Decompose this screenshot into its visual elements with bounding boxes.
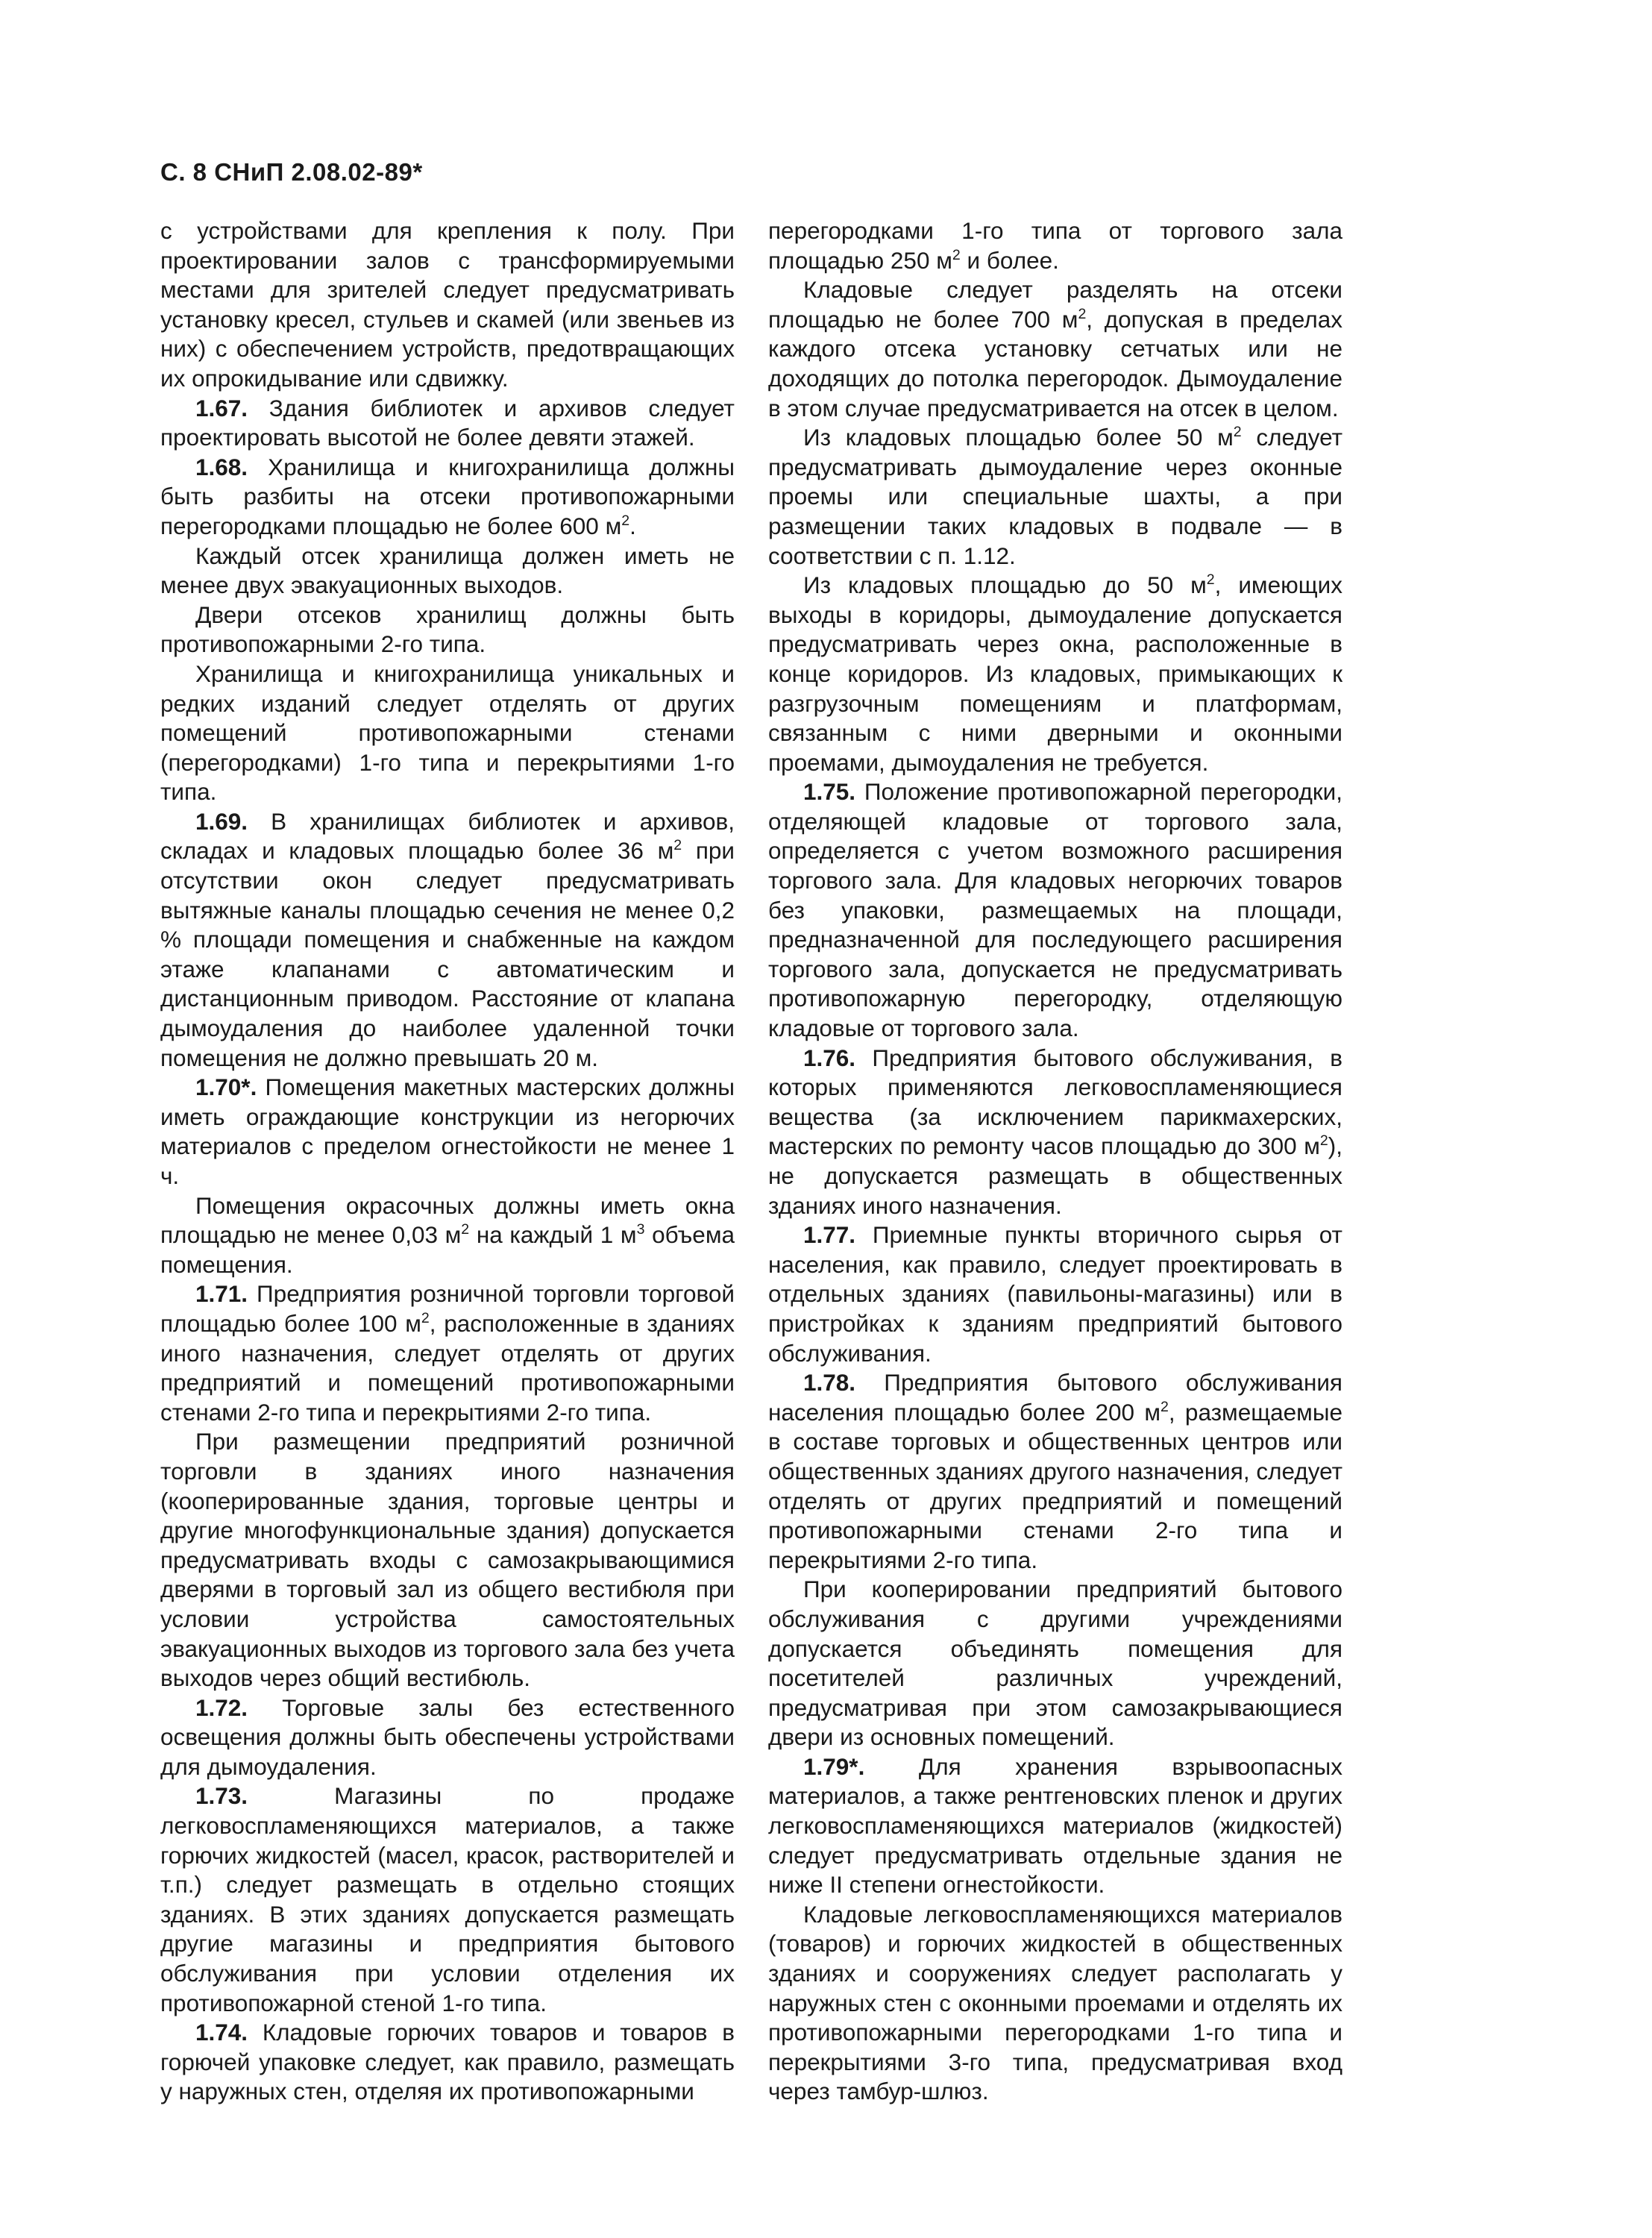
paragraph: 1.73. Магазины по продаже легковоспламеняющихся материалов, а также горючих жидкостей (масел, красок, растворителей и т.п.) следует размещать в отдельно стоящих зданиях. В этих зданиях допускается размещать другие магазины и предприятия бытового обслуживания при условии отделения их противопожарной стеной 1-го типа. (160, 1782, 735, 2016)
paragraph: 1.77. Приемные пункты вторичного сырья от населения, как правило, следует проектировать в отдельных зданиях (павильоны-магазины) или в пристройках к зданиям предприятий бытового обслуживания. (768, 1221, 1342, 1367)
paragraph: 1.76. Предприятия бытового обслуживания, в которых применяются легковоспламеняющиеся вещества (за исключением парикмахерских, мастерских по ремонту часов площадью до 300 $м^2$), не допускается размещать в общественных зданиях иного назначения. (768, 1044, 1342, 1219)
paragraph: с устройствами для крепления к полу. При проектировании залов с трансформируемыми местами для зрителей следует предусматривать установку кресел, стульев и скамей (или звеньев из них) с обеспечением устройств, предотвращающих их опрокидывание или сдвижку. (160, 217, 735, 392)
paragraph: 1.74. Кладовые горючих товаров и товаров в горючей упаковке следует, как правило, размещать у наружных стен, отделяя их противопожарными (160, 2019, 735, 2105)
paragraph: Хранилища и книгохранилища уникальных и редких изданий следует отделять от других помещений противопожарными стенами (перегородками) 1-го типа и перекрытиями 1-го типа. (160, 659, 735, 806)
paragraph: 1.71. Предприятия розничной торговли торговой площадью более 100 $м^2$, расположенные в зданиях иного назначения, следует отделять от других предприятий и помещений противопожарными стенами 2-го типа и перекрытиями 2-го типа. (160, 1280, 735, 1426)
paragraph: перегородками 1-го типа от торгового зала площадью 250 $м^2$ и более. (768, 217, 1342, 274)
paragraph: Из кладовых площадью более 50 $м^2$ следует предусматривать дымоудаление через оконные проемы или специальные шахты, а при размещении таких кладовых в подвале — в соответствии с п. 1.12. (768, 424, 1342, 569)
paragraph: 1.69. В хранилищах библиотек и архивов, складах и кладовых площадью более 36 $м^2$ при отсутствии окон следует предусматривать вытяжные каналы площадью сечения не менее 0,2 % площади помещения и снабженные на каждом этаже клапанами с автоматическим и дистанционным приводом. Расстояние от клапана дымоудаления до наиболее удаленной точки помещения не должно превышать 20 м. (160, 807, 735, 1071)
page-header: С. 8 СНиП 2.08.02-89* (160, 158, 423, 186)
paragraph: Помещения окрасочных должны иметь окна площадью не менее 0,03 $м^2$ на каждый 1 $м^3$ объема помещения. (160, 1191, 735, 1278)
paragraph: При кооперировании предприятий бытового обслуживания с другими учреждениями допускается объединять помещения для посетителей различных учреждений, предусматривая при этом самозакрывающиеся двери из основных помещений. (768, 1576, 1342, 1751)
right-column (768, 216, 1342, 2107)
paragraph: Двери отсеков хранилищ должны быть противопожарными 2-го типа. (160, 601, 735, 658)
paragraph: 1.68. Хранилища и книгохранилища должны быть разбиты на отсеки противопожарными перегородками площадью не более 600 $м^2$. (160, 453, 735, 539)
paragraph: 1.78. Предприятия бытового обслуживания населения площадью более 200 $м^2$, размещаемые в составе торговых и общественных центров или общественных зданиях другого назначения, следует отделять от других предприятий и помещений противопожарными стенами 2-го типа и перекрытиями 2-го типа. (768, 1369, 1342, 1573)
paragraph: При размещении предприятий розничной торговли в зданиях иного назначения (кооперированные здания, торговые центры и другие многофункциональные здания) допускается предусматривать входы с самозакрывающимися дверями в торговый зал из общего вестибюля при условии устройства самостоятельных эвакуационных выходов из торгового зала без учета выходов через общий вестибюль. (160, 1428, 735, 1692)
paragraph: Каждый отсек хранилища должен иметь не менее двух эвакуационных выходов. (160, 542, 735, 599)
paragraph: 1.67. Здания библиотек и архивов следует проектировать высотой не более девяти этажей. (160, 394, 735, 451)
left-column (160, 216, 735, 2107)
paragraph: Из кладовых площадью до 50 $м^2$, имеющих выходы в коридоры, дымоудаление допускается предусматривать через окна, расположенные в конце коридоров. Из кладовых, примыкающих к разгрузочным помещениям и платформам, связанным с ними дверными и оконными проемами, дымоудаления не требуется. (768, 571, 1342, 776)
paragraph: 1.70*. Помещения макетных мастерских должны иметь ограждающие конструкции из негорючих материалов с пределом огнестойкости не менее 1 ч. (160, 1073, 735, 1189)
paragraph: 1.72. Торговые залы без естественного освещения должны быть обеспечены устройствами для дымоудаления. (160, 1693, 735, 1780)
paragraph: 1.79*. Для хранения взрывоопасных материалов, а также рентгеновских пленок и других легковоспламеняющихся материалов (жидкостей) следует предусматривать отдельные здания не ниже II степени огнестойкости. (768, 1752, 1342, 1899)
paragraph: Кладовые легковоспламеняющихся материалов (товаров) и горючих жидкостей в общественных зданиях и сооружениях следует располагать у наружных стен с оконными проемами и отделять их противопожарными перегородками 1-го типа и перекрытиями 3-го типа, предусматривая вход через тамбур-шлюз. (768, 1900, 1342, 2105)
paragraph: 1.75. Положение противопожарной перегородки, отделяющей кладовые от торгового зала, определяется с учетом возможного расширения торгового зала. Для кладовых негорючих товаров без упаковки, размещаемых на площади, предназначенной для последующего расширения торгового зала, допускается не предусматривать противопожарную перегородку, отделяющую кладовые от торгового зала. (768, 778, 1342, 1042)
paragraph: Кладовые следует разделять на отсеки площадью не более 700 $м^2$, допуская в пределах каждого отсека установку сетчатых или не доходящих до потолка перегородок. Дымоудаление в этом случае предусматривается на отсек в целом. (768, 276, 1342, 421)
